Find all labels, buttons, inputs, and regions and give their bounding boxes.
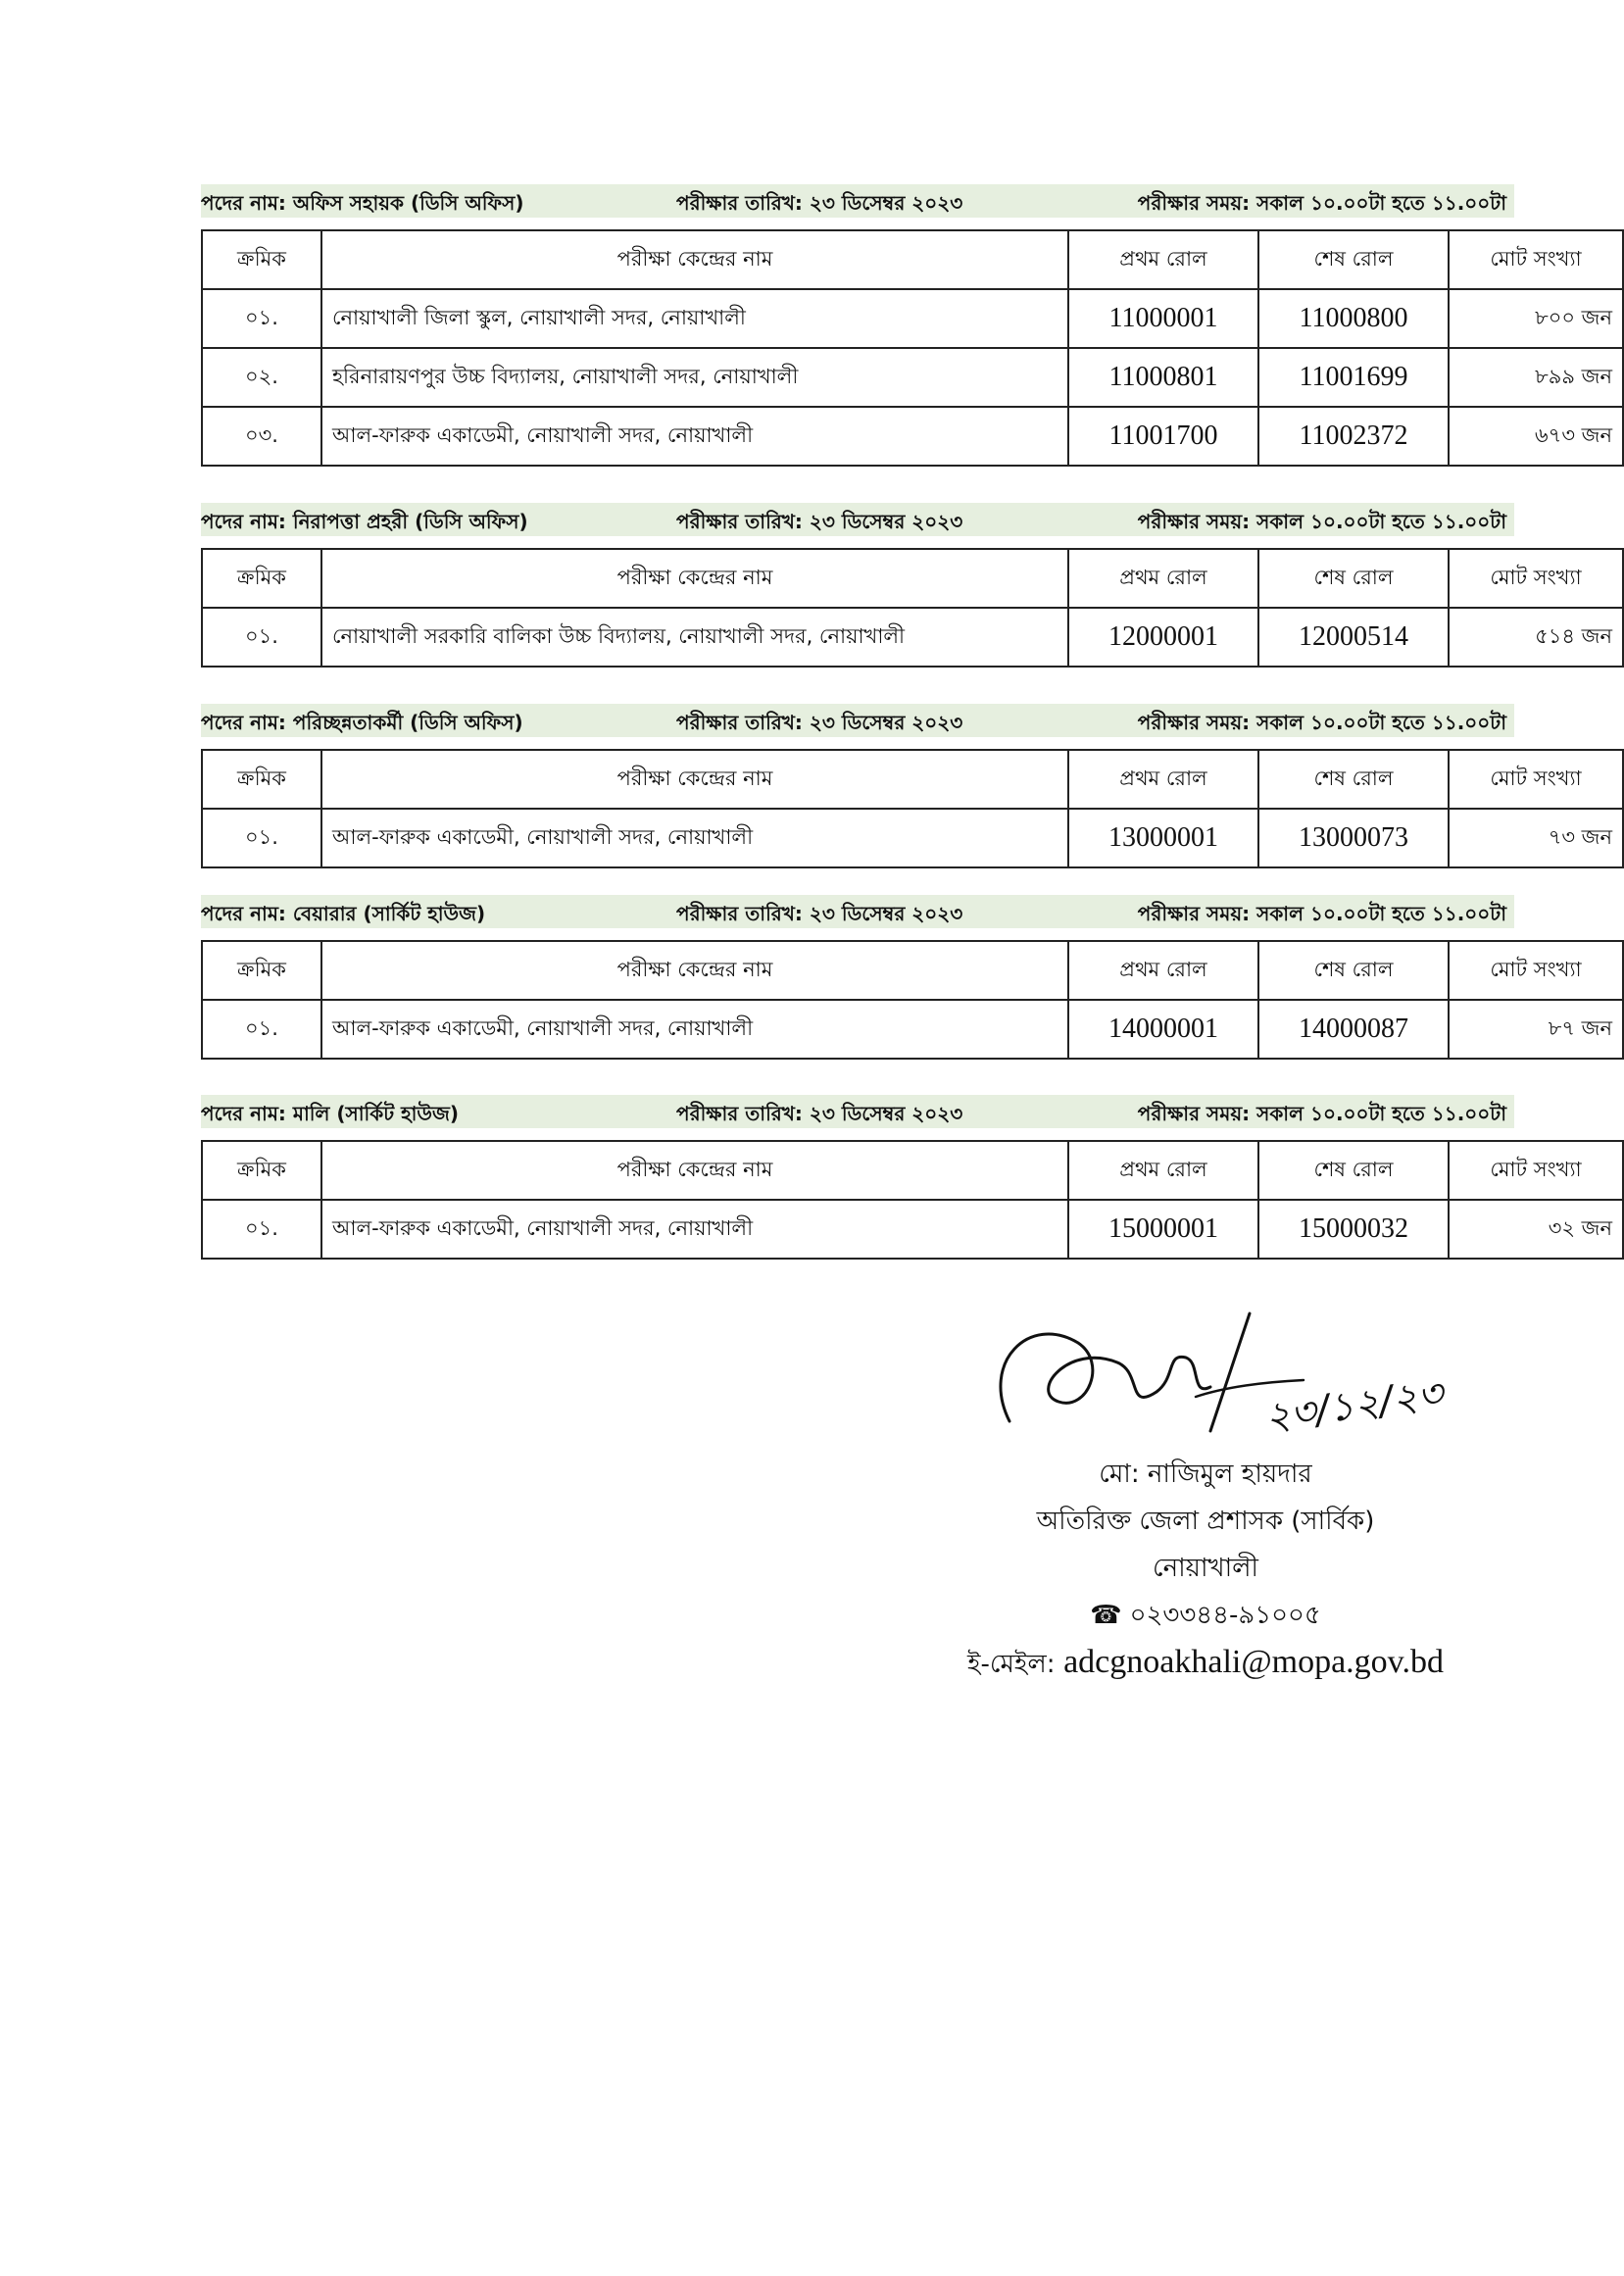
exam-date: পরীক্ষার তারিখ: ২৩ ডিসেম্বর ২০২৩ xyxy=(676,510,963,533)
cell-center: আল-ফারুক একাডেমী, নোয়াখালী সদর, নোয়াখালী xyxy=(321,1200,1068,1259)
table-row xyxy=(202,407,1623,466)
cell-serial: ০১. xyxy=(202,1000,321,1059)
table-row xyxy=(202,809,1623,867)
header-center: পরীক্ষা কেন্দ্রের নাম xyxy=(321,230,1068,289)
cell-first-roll: 11000801 xyxy=(1068,348,1258,407)
cell-first-roll: 14000001 xyxy=(1068,1000,1258,1059)
post-name: পদের নাম: মালি (সার্কিট হাউজ) xyxy=(201,1102,460,1125)
cell-last-roll: 15000032 xyxy=(1258,1200,1449,1259)
header-serial: ক্রমিক xyxy=(202,549,321,608)
header-total: মোট সংখ্যা xyxy=(1449,1141,1623,1200)
officer-name: মো: নাজিমুল হায়দার xyxy=(1099,1460,1312,1489)
header-center: পরীক্ষা কেন্দ্রের নাম xyxy=(321,941,1068,1000)
header-last-roll: শেষ রোল xyxy=(1258,230,1449,289)
header-serial: ক্রমিক xyxy=(202,750,321,809)
header-center: পরীক্ষা কেন্দ্রের নাম xyxy=(321,549,1068,608)
table-header-row xyxy=(202,750,1623,809)
header-first-roll: প্রথম রোল xyxy=(1068,549,1258,608)
table-header-row xyxy=(202,230,1623,289)
cell-last-roll: 12000514 xyxy=(1258,608,1449,667)
exam-section xyxy=(201,184,1612,467)
header-serial: ক্রমিক xyxy=(202,941,321,1000)
cell-total: ৮৯৯ জন xyxy=(1449,348,1623,407)
header-total: মোট সংখ্যা xyxy=(1449,750,1623,809)
email-label: ই-মেইল: xyxy=(967,1650,1056,1679)
cell-center: আল-ফারুক একাডেমী, নোয়াখালী সদর, নোয়াখালী xyxy=(321,809,1068,867)
exam-date: পরীক্ষার তারিখ: ২৩ ডিসেম্বর ২০২৩ xyxy=(676,191,963,215)
cell-center: হরিনারায়ণপুর উচ্চ বিদ্যালয়, নোয়াখালী সদর, নোয়াখালী xyxy=(321,348,1068,407)
exam-time: পরীক্ষার সময়: সকাল ১০.০০টা হতে ১১.০০টা xyxy=(1137,510,1506,533)
table-row xyxy=(202,289,1623,348)
cell-last-roll: 11000800 xyxy=(1258,289,1449,348)
header-total: মোট সংখ্যা xyxy=(1449,230,1623,289)
cell-first-roll: 12000001 xyxy=(1068,608,1258,667)
cell-total: ৮০০ জন xyxy=(1449,289,1623,348)
cell-total: ৭৩ জন xyxy=(1449,809,1623,867)
email-address[interactable]: adcgnoakhali@mopa.gov.bd xyxy=(1063,1644,1444,1680)
cell-total: ৫১৪ জন xyxy=(1449,608,1623,667)
header-center: পরীক্ষা কেন্দ্রের নাম xyxy=(321,750,1068,809)
cell-total: ৩২ জন xyxy=(1449,1200,1623,1259)
header-total: মোট সংখ্যা xyxy=(1449,941,1623,1000)
cell-center: নোয়াখালী জিলা স্কুল, নোয়াখালী সদর, নোয়াখালী xyxy=(321,289,1068,348)
header-first-roll: প্রথম রোল xyxy=(1068,230,1258,289)
table-header-row xyxy=(202,1141,1623,1200)
header-total: মোট সংখ্যা xyxy=(1449,549,1623,608)
cell-first-roll: 11001700 xyxy=(1068,407,1258,466)
phone-number: ০২৩৩৪৪-৯১০০৫ xyxy=(1129,1601,1321,1630)
exam-date: পরীক্ষার তারিখ: ২৩ ডিসেম্বর ২০২৩ xyxy=(676,902,963,925)
header-serial: ক্রমিক xyxy=(202,1141,321,1200)
telephone-icon: ☎ xyxy=(1090,1601,1122,1630)
table-row xyxy=(202,1200,1623,1259)
exam-section xyxy=(201,503,1612,668)
cell-serial: ০১. xyxy=(202,289,321,348)
header-last-roll: শেষ রোল xyxy=(1258,1141,1449,1200)
cell-last-roll: 11001699 xyxy=(1258,348,1449,407)
exam-table xyxy=(201,940,1624,1060)
cell-first-roll: 15000001 xyxy=(1068,1200,1258,1259)
exam-section xyxy=(201,704,1612,868)
signature-date: ২৩/১২/২৩ xyxy=(1261,1370,1447,1441)
header-last-roll: শেষ রোল xyxy=(1258,941,1449,1000)
office-district: নোয়াখালী xyxy=(1153,1554,1258,1583)
header-serial: ক্রমিক xyxy=(202,230,321,289)
header-last-roll: শেষ রোল xyxy=(1258,549,1449,608)
email-line xyxy=(843,1639,1568,1688)
section-header xyxy=(201,184,1514,218)
exam-time: পরীক্ষার সময়: সকাল ১০.০০টা হতে ১১.০০টা xyxy=(1137,711,1506,734)
cell-last-roll: 11002372 xyxy=(1258,407,1449,466)
signature-block xyxy=(843,1370,1568,1688)
table-header-row xyxy=(202,549,1623,608)
post-name: পদের নাম: বেয়ারার (সার্কিট হাউজ) xyxy=(201,902,486,925)
cell-last-roll: 14000087 xyxy=(1258,1000,1449,1059)
cell-first-roll: 13000001 xyxy=(1068,809,1258,867)
header-first-roll: প্রথম রোল xyxy=(1068,750,1258,809)
officer-designation: অতিরিক্ত জেলা প্রশাসক (সার্বিক) xyxy=(1036,1507,1375,1536)
exam-table xyxy=(201,229,1624,467)
exam-date: পরীক্ষার তারিখ: ২৩ ডিসেম্বর ২০২৩ xyxy=(676,711,963,734)
section-header xyxy=(201,1095,1514,1128)
cell-serial: ০১. xyxy=(202,809,321,867)
header-last-roll: শেষ রোল xyxy=(1258,750,1449,809)
cell-center: আল-ফারুক একাডেমী, নোয়াখালী সদর, নোয়াখালী xyxy=(321,1000,1068,1059)
cell-serial: ০১. xyxy=(202,608,321,667)
exam-table xyxy=(201,1140,1624,1260)
cell-serial: ০৩. xyxy=(202,407,321,466)
section-header xyxy=(201,503,1514,536)
table-row xyxy=(202,608,1623,667)
header-first-roll: প্রথম রোল xyxy=(1068,941,1258,1000)
exam-table xyxy=(201,749,1624,868)
table-header-row xyxy=(202,941,1623,1000)
section-header xyxy=(201,895,1514,928)
cell-last-roll: 13000073 xyxy=(1258,809,1449,867)
header-first-roll: প্রথম রোল xyxy=(1068,1141,1258,1200)
post-name: পদের নাম: নিরাপত্তা প্রহরী (ডিসি অফিস) xyxy=(201,510,528,533)
exam-time: পরীক্ষার সময়: সকাল ১০.০০টা হতে ১১.০০টা xyxy=(1137,1102,1506,1125)
cell-center: নোয়াখালী সরকারি বালিকা উচ্চ বিদ্যালয়, নোয়াখালী সদর, নোয়াখালী xyxy=(321,608,1068,667)
exam-section xyxy=(201,1095,1612,1260)
cell-total: ৮৭ জন xyxy=(1449,1000,1623,1059)
cell-serial: ০২. xyxy=(202,348,321,407)
header-center: পরীক্ষা কেন্দ্রের নাম xyxy=(321,1141,1068,1200)
exam-table xyxy=(201,548,1624,668)
table-row xyxy=(202,1000,1623,1059)
phone-line xyxy=(843,1592,1568,1639)
exam-section xyxy=(201,895,1612,1060)
exam-date: পরীক্ষার তারিখ: ২৩ ডিসেম্বর ২০২৩ xyxy=(676,1102,963,1125)
exam-time: পরীক্ষার সময়: সকাল ১০.০০টা হতে ১১.০০টা xyxy=(1137,191,1506,215)
table-row xyxy=(202,348,1623,407)
cell-first-roll: 11000001 xyxy=(1068,289,1258,348)
post-name: পদের নাম: অফিস সহায়ক (ডিসি অফিস) xyxy=(201,191,524,215)
cell-center: আল-ফারুক একাডেমী, নোয়াখালী সদর, নোয়াখালী xyxy=(321,407,1068,466)
post-name: পদের নাম: পরিচ্ছন্নতাকর্মী (ডিসি অফিস) xyxy=(201,711,523,734)
exam-time: পরীক্ষার সময়: সকাল ১০.০০টা হতে ১১.০০টা xyxy=(1137,902,1506,925)
cell-serial: ০১. xyxy=(202,1200,321,1259)
cell-total: ৬৭৩ জন xyxy=(1449,407,1623,466)
section-header xyxy=(201,704,1514,737)
